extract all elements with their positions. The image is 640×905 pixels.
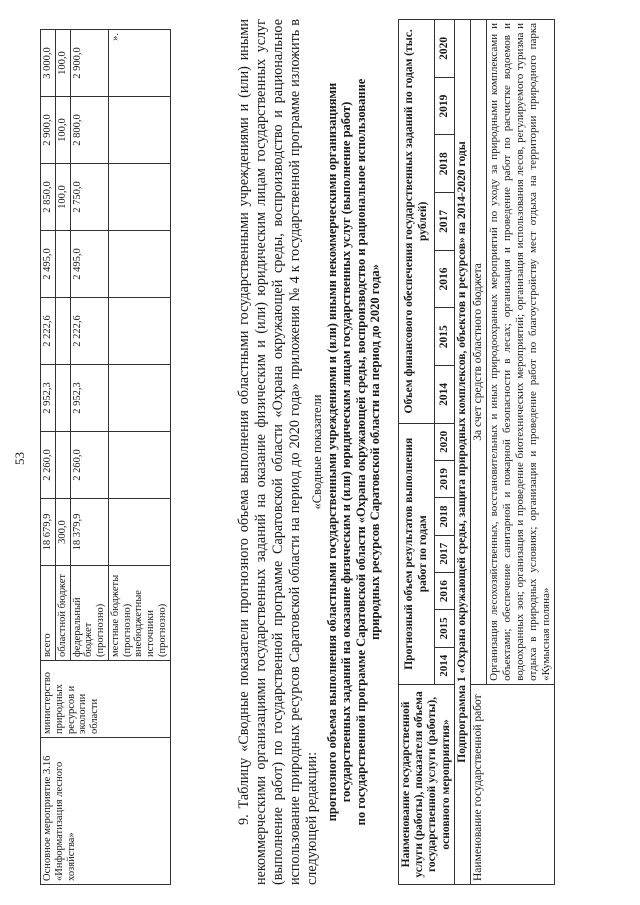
table-cell: 2 850,0 xyxy=(41,164,56,231)
responsible-executor: министерство природных ресурсов и экологии области xyxy=(41,661,171,738)
year-header: 2020 xyxy=(435,20,455,78)
year-header: 2020 xyxy=(435,423,455,460)
table-cell xyxy=(108,499,170,566)
table-cell: 2 495,0 xyxy=(41,231,56,298)
table-cell xyxy=(108,365,170,432)
year-header: 2017 xyxy=(435,535,455,572)
table-cell xyxy=(108,298,170,365)
table-cell xyxy=(108,30,170,97)
table-cell xyxy=(55,231,70,298)
year-header: 2019 xyxy=(435,77,455,135)
year-header: 2015 xyxy=(435,610,455,647)
table-cell: 2 952,3 xyxy=(70,365,108,432)
table-cell: 2 222,6 xyxy=(70,298,108,365)
table-cell: 2 260,0 xyxy=(41,432,56,499)
table-cell xyxy=(55,432,70,499)
body-paragraph: 9. Таблицу «Сводные показатели прогнозного объема выполнения областными государственными учреждениями и (или) иными некоммерческими организациями государственных заданий на оказание физическим и (или) юридическим лицам государственных услуг (выполнение работ) по государственной программе Саратовской области «Охрана окружающей среды, воспроизводство и рациональное использование природных ресурсов Саратовской области на период до 2020 года» приложения № 4 к государственной программе изложить в следующей редакции: xyxy=(236,19,320,885)
source-label: федеральный бюджет (прогнозно) xyxy=(70,566,108,661)
column-header: Прогнозный объем результатов выполнения работ по годам xyxy=(399,423,435,684)
table-cell: 2 800,0 xyxy=(70,97,108,164)
table-cell: 3 000,0 xyxy=(41,30,56,97)
table-cell: 100,0 xyxy=(55,97,70,164)
table-cell: 2 900,0 xyxy=(41,97,56,164)
title-line: «Сводные показатели xyxy=(310,394,324,510)
title-line: природных ресурсов Саратовской области на период до 2020 года» xyxy=(368,264,383,640)
table-cell xyxy=(108,97,170,164)
indicators-table xyxy=(398,19,555,885)
table-cell xyxy=(55,365,70,432)
year-header: 2018 xyxy=(435,135,455,193)
title-line: по государственной программе Саратовской области «Охрана окружающей среды, воспроизводство и рациональное использование xyxy=(353,78,368,826)
column-header: Наименование государственной услуги (работы), показателя объема государственной услуги (работы), основного мероприятия» xyxy=(399,684,455,884)
year-header: 2016 xyxy=(435,572,455,609)
source-label: областной бюджет xyxy=(55,566,70,661)
title-line: государственных заданий на оказание физическим и (или) юридическим лицам государственных услуг (выполнение работ) xyxy=(339,101,354,803)
table-row xyxy=(41,30,56,885)
table-cell xyxy=(108,164,170,231)
closing-quote: ». xyxy=(109,33,121,41)
table-cell xyxy=(108,231,170,298)
year-header: 2014 xyxy=(435,647,455,684)
table-cell: 100,0 xyxy=(55,164,70,231)
table-cell: 100,0 xyxy=(55,30,70,97)
table-cell: 2 495,0 xyxy=(70,231,108,298)
year-header: 2015 xyxy=(435,308,455,366)
table-cell: 2 222,6 xyxy=(41,298,56,365)
year-header: 2018 xyxy=(435,498,455,535)
source-label: местные бюджеты (прогнозно) внебюджетные источники (прогнозно) xyxy=(108,566,170,661)
table-cell: 18 379,9 xyxy=(70,499,108,566)
measure-name: Основное мероприятие 3.16 «Информатизация лесного хозяйства» xyxy=(41,738,171,885)
table-cell: 2 750,0 xyxy=(70,164,108,231)
table-cell: 18 679,9 xyxy=(41,499,56,566)
measure-table xyxy=(40,29,171,885)
table-cell xyxy=(55,298,70,365)
year-header: 2016 xyxy=(435,250,455,308)
column-header: Объем финансового обеспечения государственных заданий по годам (тыс. рублей) xyxy=(399,20,435,424)
table-cell: 2 260,0 xyxy=(70,432,108,499)
source-label: всего xyxy=(41,566,56,661)
table-header-row xyxy=(399,20,435,885)
table-title xyxy=(310,59,383,845)
table-cell: 300,0 xyxy=(55,499,70,566)
subprogram-row: Подпрограмма 1 «Охрана окружающей среды, защита природных комплексов, объектов и ресурсов» на 2014-2020 годы xyxy=(454,20,470,885)
table-row xyxy=(471,20,487,885)
funding-source-row: За счет средств областного бюджета xyxy=(471,20,487,685)
page-number: 53 xyxy=(12,452,27,465)
year-header: 2019 xyxy=(435,461,455,498)
year-header: 2017 xyxy=(435,193,455,251)
table-cell xyxy=(108,432,170,499)
service-name-label: Наименование государственной работ xyxy=(471,684,555,884)
year-header: 2014 xyxy=(435,366,455,424)
table-cell: 2 952,3 xyxy=(41,365,56,432)
table-cell: 2 900,0 xyxy=(70,30,108,97)
table-row xyxy=(454,20,470,885)
service-description: Организация лесохозяйственных, восстановительных и иных природоохранных мероприятий по уходу за природными комплексами и объектами; обеспечение санитарной и пожарной безопасности в лесах; организация и проведение работ по расчистке водоемов и водоохранных зон; организация и проведение биотехнических мероприятий; организация использования лесов, регулируемого туризма и отдыха в природных условиях; организация и проведение работ по благоустройству мест отдыха на территории природного парка «Кумысная поляна» xyxy=(487,20,555,685)
title-line: прогнозного объема выполнения областными государственными учреждениями и (или) иными некоммерческими организациями xyxy=(324,82,339,822)
